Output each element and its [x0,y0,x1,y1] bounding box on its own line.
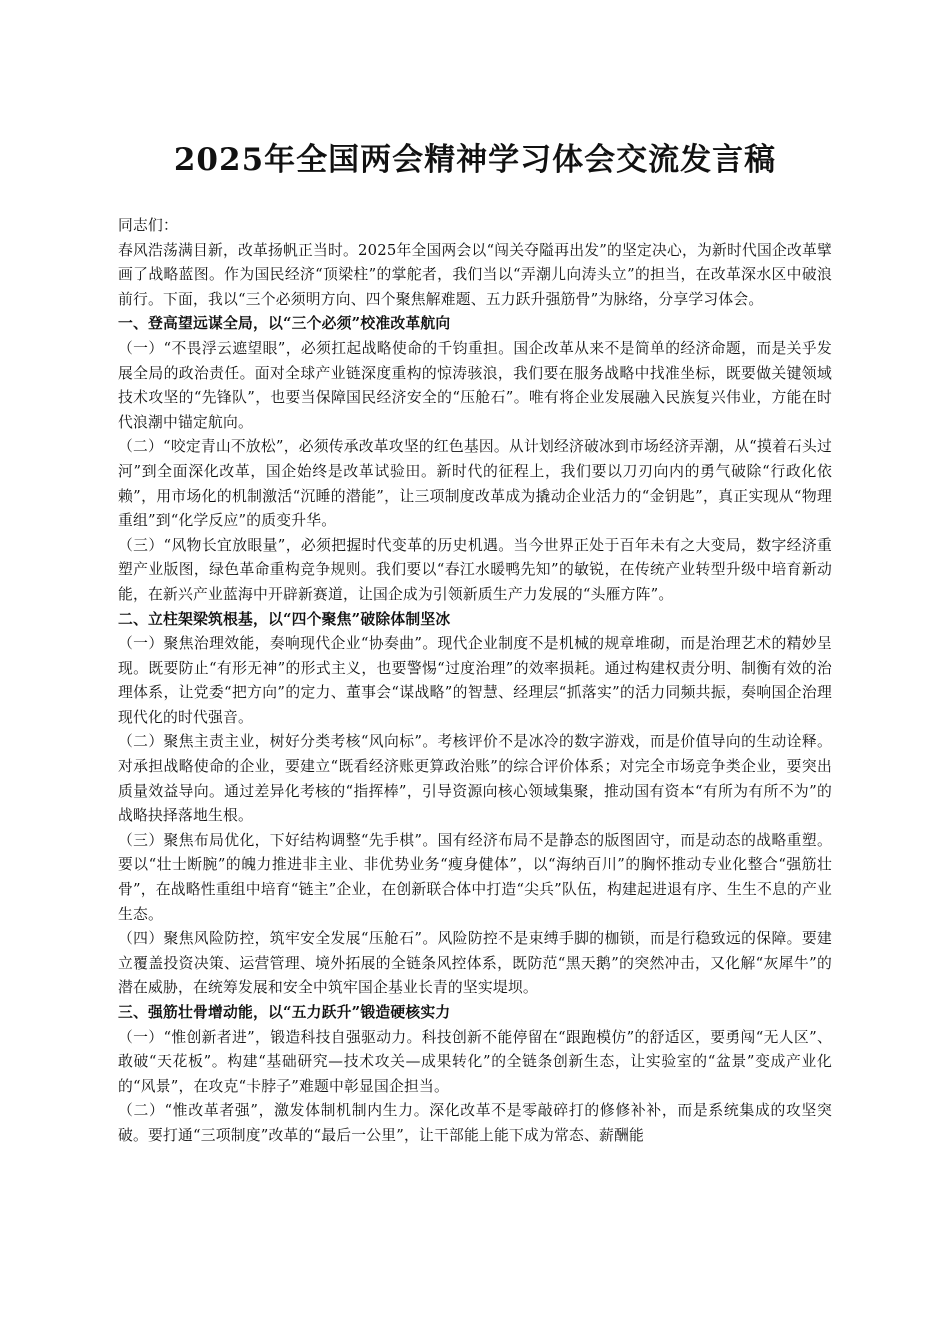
body-paragraph: （一）聚焦治理效能，奏响现代企业“协奏曲”。现代企业制度不是机械的规章堆砌，而是治理艺术的精妙呈现。既要防止“有形无神”的形式主义，也要警惕“过度治理”的效率损耗。通过构建权责分明、制衡有效的治理体系，让党委“把方向”的定力、董事会“谋战略”的智慧、经理层“抓落实”的活力同频共振，奏响国企治理现代化的时代强音。 [118,635,832,726]
body-paragraph: （四）聚焦风险防控，筑牢安全发展“压舱石”。风险防控不是束缚手脚的枷锁，而是行稳致远的保障。要建立覆盖投资决策、运营管理、境外拓展的全链条风控体系，既防范“黑天鹅”的突然冲击，又化解“灰犀牛”的潜在威胁，在统筹发展和安全中筑牢国企基业长青的坚实堤坝。 [118,930,832,997]
document-body [118,214,832,1149]
body-paragraph: （一）“惟创新者进”，锻造科技自强驱动力。科技创新不能停留在“跟跑模仿”的舒适区，要勇闯“无人区”、敢破“天花板”。构建“基础研究—技术攻关—成果转化”的全链条创新生态，让实验室的“盆景”变成产业化的“风景”，在攻克“卡脖子”难题中彰显国企担当。 [118,1028,832,1095]
body-paragraph: （三）“风物长宜放眼量”，必须把握时代变革的历史机遇。当今世界正处于百年未有之大变局，数字经济重塑产业版图，绿色革命重构竞争规则。我们要以“春江水暖鸭先知”的敏锐，在传统产业转型升级中培育新动能，在新兴产业蓝海中开辟新赛道，让国企成为引领新质生产力发展的“头雁方阵”。 [118,536,832,603]
body-paragraph: （三）聚焦布局优化，下好结构调整“先手棋”。国有经济布局不是静态的版图固守，而是动态的战略重塑。要以“壮士断腕”的魄力推进非主业、非优势业务“瘦身健体”，以“海纳百川”的胸怀推动专业化整合“强筋壮骨”，在战略性重组中培育“链主”企业，在创新联合体中打造“尖兵”队伍，构建起进退有序、生生不息的产业生态。 [118,831,832,923]
body-paragraph: （一）“不畏浮云遮望眼”，必须扛起战略使命的千钧重担。国企改革从来不是简单的经济命题，而是关乎发展全局的政治责任。面对全球产业链深度重构的惊涛骇浪，我们要在服务战略中找准坐标，既要做关键领域技术攻坚的“先锋队”，也要当保障国民经济安全的“压舱石”。唯有将企业发展融入民族复兴伟业，方能在时代浪潮中锚定航向。 [118,339,832,431]
document-title: 2025年全国两会精神学习体会交流发言稿 [173,142,777,178]
intro-paragraph: 春风浩荡满目新，改革扬帆正当时。2025年全国两会以“闯关夺隘再出发”的坚定决心，为新时代国企改革擘画了战略蓝图。作为国民经济“顶梁柱”的掌舵者，我们当以“弄潮儿向涛头立”的担当，在改革深水区中破浪前行。下面，我以“三个必须明方向、四个聚焦解难题、五力跃升强筋骨”为脉络，分享学习体会。 [118,241,832,308]
body-paragraph: （二）“咬定青山不放松”，必须传承改革攻坚的红色基因。从计划经济破冰到市场经济弄潮，从“摸着石头过河”到全面深化改革，国企始终是改革试验田。新时代的征程上，我们要以刀刃向内的勇气破除“行政化依赖”，用市场化的机制激活“沉睡的潜能”，让三项制度改革成为撬动企业活力的“金钥匙”，真正实现从“物理重组”到“化学反应”的质变升华。 [118,438,832,530]
salutation: 同志们： [118,217,178,234]
section-heading-1: 一、登高望远谋全局，以“三个必须”校准改革航向 [118,315,451,333]
section-heading-3: 三、强筋壮骨增动能，以“五力跃升”锻造硬核实力 [118,1004,451,1021]
body-paragraph: （二）聚焦主责主业，树好分类考核“风向标”。考核评价不是冰冷的数字游戏，而是价值导向的生动诠释。对承担战略使命的企业，要建立“既看经济账更算政治账”的综合评价体系；对完全市场竞争类企业，要突出质量效益导向。通过差异化考核的“指挥棒”，引导资源向核心领域集聚，推动国有资本“有所为有所不为”的战略抉择落地生根。 [118,733,833,825]
body-paragraph: （二）“惟改革者强”，激发体制机制内生力。深化改革不是零敲碎打的修修补补，而是系统集成的攻坚突破。要打通“三项制度”改革的“最后一公里”，让干部能上能下成为常态、薪酬能 [118,1102,832,1144]
section-heading-2: 二、立柱架梁筑根基，以“四个聚焦”破除体制坚冰 [118,610,451,628]
